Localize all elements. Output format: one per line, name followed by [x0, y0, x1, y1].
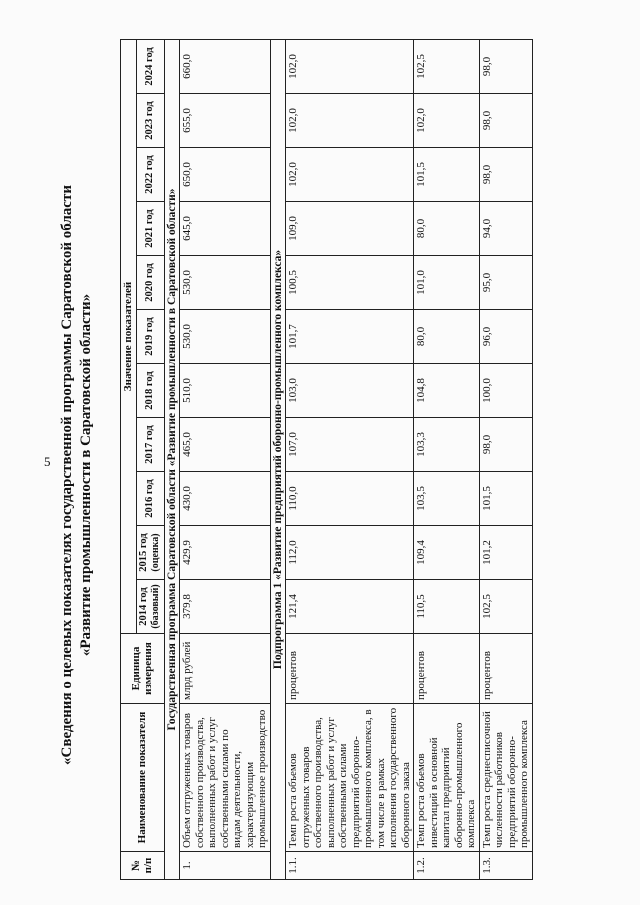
- value-cell: 429,9: [180, 526, 271, 580]
- table-row: [414, 39, 480, 879]
- indicator-name: Темп роста среднесписочной численности работников предприятий оборонно-промышленного комплекса: [479, 704, 532, 852]
- header-year-label: 2024 год: [143, 47, 155, 86]
- header-year: [136, 310, 164, 364]
- page-number: 5: [44, 454, 51, 469]
- value-cell: 103,0: [286, 364, 414, 418]
- indicator-name: Темп роста объемов отгруженных товаров собственного производства, выполненных работ и услуг собственными силами предприятий оборонно-промышленного комплекса, в том числе в рамках исполнения государственного оборонного заказа: [286, 704, 414, 852]
- header-year: [136, 418, 164, 472]
- value-cell: 98,0: [479, 148, 532, 202]
- header-name: Наименование показателя: [121, 704, 165, 852]
- value-cell: 530,0: [180, 310, 271, 364]
- unit-cell: процентов: [286, 634, 414, 704]
- row-number: 1.3.: [479, 852, 532, 880]
- value-cell: 102,5: [414, 39, 480, 93]
- value-cell: 121,4: [286, 580, 414, 634]
- header-year-label: 2023 год: [143, 101, 155, 140]
- value-cell: 98,0: [479, 94, 532, 148]
- table-row: [180, 39, 271, 879]
- value-cell: 96,0: [479, 310, 532, 364]
- value-cell: 102,5: [479, 580, 532, 634]
- value-cell: 660,0: [180, 39, 271, 93]
- value-cell: 645,0: [180, 202, 271, 256]
- document-landscape-content: [58, 47, 578, 880]
- section-title: Государственная программа Саратовской области «Развитие промышленности в Саратовской области»: [164, 39, 180, 879]
- section-row: [164, 39, 180, 879]
- header-year: [136, 364, 164, 418]
- unit-cell: млрд рублей: [180, 634, 271, 704]
- header-year-label: 2017 год: [143, 425, 155, 464]
- value-cell: 80,0: [414, 310, 480, 364]
- value-cell: 101,0: [414, 256, 480, 310]
- value-cell: 112,0: [286, 526, 414, 580]
- value-cell: 94,0: [479, 202, 532, 256]
- value-cell: 101,5: [414, 148, 480, 202]
- header-year-label: 2021 год: [143, 209, 155, 248]
- row-number: 1.1.: [286, 852, 414, 880]
- value-cell: 379,8: [180, 580, 271, 634]
- section-title: Подпрограмма 1 «Развитие предприятий оборонно-промышленного комплекса»: [270, 39, 286, 879]
- header-year: [136, 256, 164, 310]
- header-year: [136, 472, 164, 526]
- value-cell: 110,0: [286, 472, 414, 526]
- title-block: [58, 70, 120, 880]
- header-num: № п/п: [121, 852, 165, 880]
- header-year-note: (оценка): [150, 533, 161, 572]
- value-cell: 101,2: [479, 526, 532, 580]
- value-cell: 465,0: [180, 418, 271, 472]
- header-row-1: [121, 39, 137, 879]
- header-year: [136, 39, 164, 93]
- header-year-label: 2019 год: [143, 317, 155, 356]
- unit-cell: процентов: [414, 634, 480, 704]
- document-title-line-2: «Развитие промышленности в Саратовской области»: [78, 293, 94, 657]
- value-cell: 104,8: [414, 364, 480, 418]
- row-number: 1.: [180, 852, 271, 880]
- value-cell: 100,0: [479, 364, 532, 418]
- value-cell: 98,0: [479, 39, 532, 93]
- indicator-name: Объем отгруженных товаров собственного производства, выполненных работ и услуг собственными силами по видам деятельности, характеризующим промышленное производство: [180, 704, 271, 852]
- value-cell: 80,0: [414, 202, 480, 256]
- value-cell: 102,0: [286, 39, 414, 93]
- table-row: [479, 39, 532, 879]
- header-year: [136, 580, 164, 634]
- header-year-label: 2015 год: [137, 533, 149, 572]
- header-unit: Единица измерения: [121, 634, 165, 704]
- indicator-name: Темп роста объемов инвестиций в основной капитал предприятий оборонно-промышленного комплекса: [414, 704, 480, 852]
- table-row: [286, 39, 414, 879]
- value-cell: 430,0: [180, 472, 271, 526]
- value-cell: 109,4: [414, 526, 480, 580]
- header-year-label: 2018 год: [143, 371, 155, 410]
- value-cell: 100,5: [286, 256, 414, 310]
- value-cell: 107,0: [286, 418, 414, 472]
- value-cell: 109,0: [286, 202, 414, 256]
- document-title-line-1: «Сведения о целевых показателях государственной программы Саратовской области: [59, 185, 75, 765]
- value-cell: 102,0: [286, 148, 414, 202]
- value-cell: 102,0: [286, 94, 414, 148]
- value-cell: 103,3: [414, 418, 480, 472]
- header-year: [136, 526, 164, 580]
- row-number: 1.2.: [414, 852, 480, 880]
- value-cell: 98,0: [479, 418, 532, 472]
- value-cell: 102,0: [414, 94, 480, 148]
- value-cell: 110,5: [414, 580, 480, 634]
- unit-cell: процентов: [479, 634, 532, 704]
- header-year-label: 2020 год: [143, 263, 155, 302]
- header-year-label: 2016 год: [143, 479, 155, 518]
- table-body: [164, 39, 532, 879]
- value-cell: 510,0: [180, 364, 271, 418]
- header-year-note: (базовый): [150, 584, 161, 629]
- header-year: [136, 148, 164, 202]
- value-cell: 650,0: [180, 148, 271, 202]
- value-cell: 103,5: [414, 472, 480, 526]
- header-year-label: 2014 год: [137, 587, 149, 626]
- header-year: [136, 202, 164, 256]
- value-cell: 101,5: [479, 472, 532, 526]
- value-cell: 101,7: [286, 310, 414, 364]
- header-year-label: 2022 год: [143, 155, 155, 194]
- header-year: [136, 94, 164, 148]
- section-row: [270, 39, 286, 879]
- value-cell: 655,0: [180, 94, 271, 148]
- value-cell: 530,0: [180, 256, 271, 310]
- header-values: Значение показателей: [121, 39, 137, 633]
- indicators-table: [120, 39, 533, 880]
- value-cell: 95,0: [479, 256, 532, 310]
